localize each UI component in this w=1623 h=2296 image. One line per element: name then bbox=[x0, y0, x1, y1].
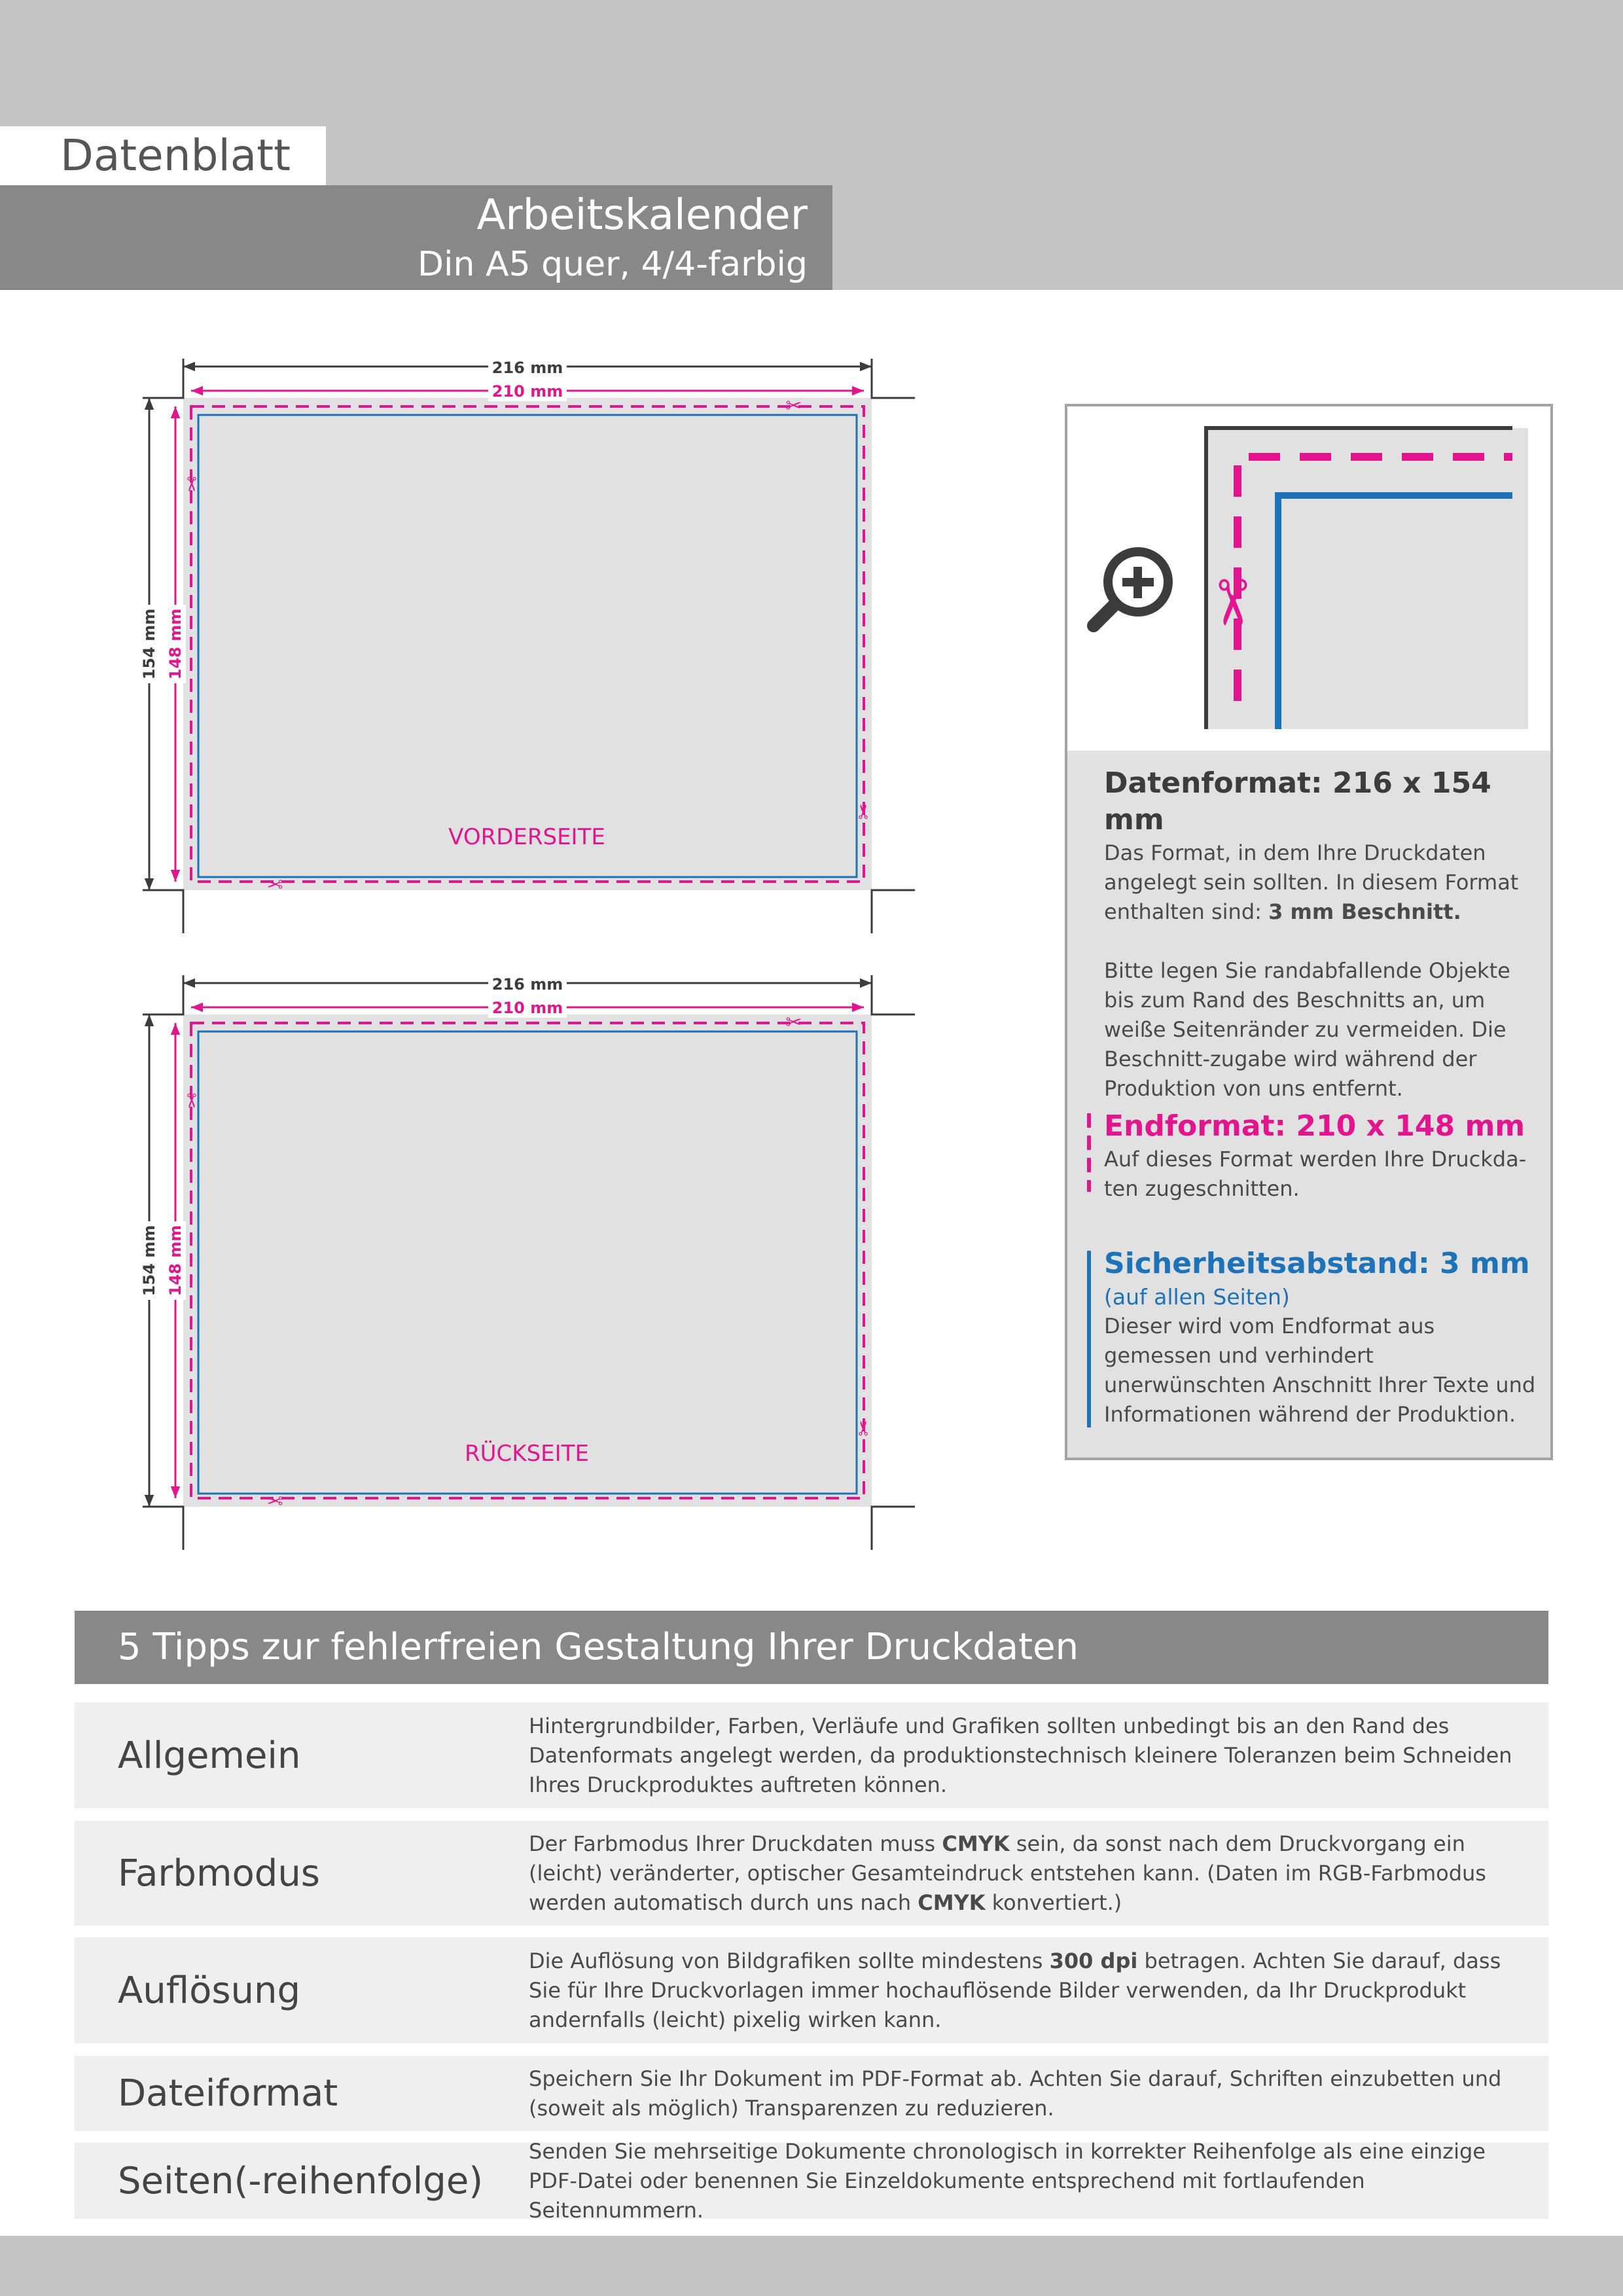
endformat-marker bbox=[1087, 1113, 1091, 1192]
back-scissor-icon-right: ✂ bbox=[853, 1420, 876, 1437]
tip-text-content: Der Farbmodus Ihrer Druckdaten muss CMYK sein, da sonst nach dem Druckvorgang ein (leicht) veränderter, optischer Gesamteindruck entstehen kann. (Daten im RGB-Farbmodus werden automatisch durch uns nach CMYK konvertiert.) bbox=[529, 1831, 1486, 1915]
front-scissor-icon-top: ✂ bbox=[785, 395, 802, 418]
front-inner-width: 210 mm bbox=[491, 382, 563, 401]
datenformat-bleed: 3 mm Beschnitt. bbox=[1268, 899, 1461, 924]
back-sheet bbox=[183, 1014, 872, 1507]
tip-row-dateiformat bbox=[75, 2056, 1548, 2131]
info-panel bbox=[1065, 404, 1553, 1460]
tip-text-content: Speichern Sie Ihr Dokument im PDF-Format ab. Achten Sie darauf, Schriften einzubetten und (soweit als möglich) Transparenzen zu reduzieren. bbox=[529, 2066, 1502, 2121]
datenformat-text bbox=[1104, 838, 1536, 927]
endformat-section bbox=[1104, 1108, 1536, 1204]
tip-label: Allgemein bbox=[118, 1734, 301, 1777]
back-scissor-icon-top: ✂ bbox=[785, 1011, 802, 1034]
tip-label: Seiten(-reihenfolge) bbox=[118, 2159, 484, 2202]
format-diagrams bbox=[0, 0, 982, 1571]
tip-label: Dateiformat bbox=[118, 2072, 338, 2115]
tip-row-allgemein bbox=[75, 1702, 1548, 1808]
front-sheet bbox=[183, 398, 872, 890]
datenblatt-label: Datenblatt bbox=[0, 126, 326, 185]
back-scissor-icon-left: ✂ bbox=[179, 1092, 202, 1109]
front-diagram bbox=[139, 356, 915, 933]
tip-row-farbmodus bbox=[75, 1821, 1548, 1926]
sicherheit-subtitle: (auf allen Seiten) bbox=[1104, 1284, 1290, 1310]
endformat-title: Endformat: 210 x 148 mm bbox=[1104, 1109, 1525, 1143]
datenformat-text-part: Das Format, in dem Ihre Druckdaten angelegt sein sollten. In diesem Format enthalten sind: bbox=[1104, 840, 1519, 924]
datenformat-title: Datenformat: 216 x 154 mm bbox=[1104, 766, 1491, 836]
tip-row-aufloesung bbox=[75, 1937, 1548, 2043]
endformat-text: Auf dieses Format werden Ihre Druckda-ten zugeschnitten. bbox=[1104, 1147, 1527, 1201]
product-subtitle: Din A5 quer, 4/4-farbig bbox=[417, 245, 808, 284]
back-scissor-icon-bottom: ✂ bbox=[266, 1488, 283, 1511]
tip-text bbox=[529, 2138, 1524, 2223]
tip-text bbox=[529, 2056, 1524, 2131]
zoom-detail-graphic bbox=[1067, 406, 1550, 751]
tip-text-content: Senden Sie mehrseitige Dokumente chronologisch in korrekter Reihenfolge als eine einzige PDF-Datei oder benennen Sie Einzeldokumente entsprechend mit fortlaufenden Seitennummern. bbox=[529, 2138, 1486, 2223]
front-scissor-icon-bottom: ✂ bbox=[266, 872, 283, 895]
footer-band bbox=[0, 2236, 1623, 2296]
sicherheit-marker bbox=[1087, 1251, 1091, 1427]
tip-label: Auflösung bbox=[118, 1969, 301, 2012]
tip-text bbox=[529, 1937, 1524, 2043]
datenformat-hint: Bitte legen Sie randabfallende Objekte bis zum Rand des Beschnitts an, um weiße Seitenränder zu vermeiden. Die Beschnitt-zugabe wird während der Produktion von uns entfernt. bbox=[1104, 958, 1510, 1101]
zoom-in-icon bbox=[1094, 552, 1168, 626]
front-inner-height: 148 mm bbox=[166, 608, 185, 680]
sicherheit-section bbox=[1104, 1246, 1536, 1429]
front-side-label: VORDERSEITE bbox=[448, 824, 605, 850]
datenformat-section bbox=[1104, 765, 1536, 1103]
back-diagram bbox=[139, 973, 915, 1550]
tip-text-content: Die Auflösung von Bildgrafiken sollte mindestens 300 dpi betragen. Achten Sie darauf, dass Sie für Ihre Druckvorlagen immer hochauflösende Bilder verwenden, da Ihr Druckprodukt andernfalls (leicht) pixelig wirken kann. bbox=[529, 1948, 1501, 2032]
front-outer-width: 216 mm bbox=[491, 359, 563, 377]
front-scissor-icon-right: ✂ bbox=[853, 803, 876, 820]
back-outer-width: 216 mm bbox=[491, 975, 563, 994]
tip-row-seiten bbox=[75, 2138, 1548, 2223]
sicherheit-title: Sicherheitsabstand: 3 mm bbox=[1104, 1247, 1530, 1280]
scissor-icon: ✂ bbox=[1195, 576, 1268, 630]
back-inner-height: 148 mm bbox=[166, 1225, 185, 1297]
back-outer-height: 154 mm bbox=[140, 1225, 158, 1297]
tips-header: 5 Tipps zur fehlerfreien Gestaltung Ihrer Druckdaten bbox=[75, 1611, 1548, 1684]
front-outer-height: 154 mm bbox=[140, 608, 158, 680]
zoom-detail bbox=[1067, 406, 1550, 751]
product-title: Arbeitskalender bbox=[476, 191, 808, 240]
tip-text bbox=[529, 1702, 1524, 1808]
tip-text bbox=[529, 1821, 1524, 1926]
front-scissor-icon-left: ✂ bbox=[179, 476, 202, 493]
sicherheit-text: Dieser wird vom Endformat aus gemessen und verhindert unerwünschten Anschnitt Ihrer Texte und Informationen während der Produktion. bbox=[1104, 1314, 1536, 1427]
back-inner-width: 210 mm bbox=[491, 999, 563, 1017]
back-side-label: RÜCKSEITE bbox=[465, 1441, 589, 1467]
tip-label: Farbmodus bbox=[118, 1852, 320, 1895]
tip-text-content: Hintergrundbilder, Farben, Verläufe und Grafiken sollten unbedingt bis an den Rand des Datenformats angelegt werden, da produktionstechnisch kleinere Toleranzen beim Schneiden Ihres Druckproduktes auftreten können. bbox=[529, 1713, 1512, 1797]
